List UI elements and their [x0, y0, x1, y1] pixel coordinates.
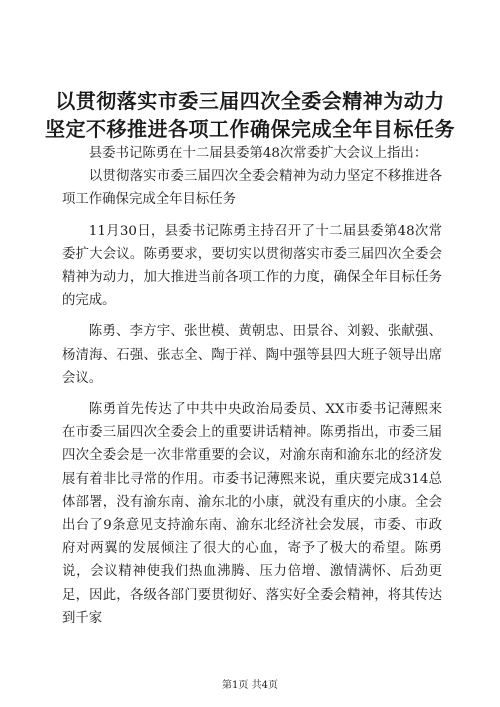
- document-title: [40, 87, 460, 143]
- document-body: [62, 142, 442, 630]
- paragraph-3: 11月30日，县委书记陈勇主持召开了十二届县委第48次常委扩大会议。陈勇要求，要切实以贯彻落实市委三届四次全委会精神为动力，加大推进当前各项工作的力度，确保全年目标任务的完成。: [62, 223, 442, 309]
- paragraph-5: 陈勇首先传达了中共中央政治局委员、XX市委书记薄熙来在市委三届四次全委会上的重要讲话精神。陈勇指出，市委三届四次全委会是一次非常重要的会议，对渝东南和渝东北的经济发展有着非比寻常的作用。市委书记薄熙来说，重庆要完成314总体部署，没有渝东南、渝东北的小康，就没有重庆的小康。全会出台了9条意见支持渝东南、渝东北经济社会发展，市委、市政府对两翼的发展倾注了很大的心血，寄予了极大的希望。陈勇说，会议精神使我们热血沸腾、压力倍增、激情满怀、后劲更足，因此，各级各部门要贯彻好、落实好全委会精神，将其传达到千家: [62, 402, 442, 626]
- title-line-2: 坚定不移推进各项工作确保完成全年目标任务: [45, 117, 455, 141]
- paragraph-1: 县委书记陈勇在十二届县委第48次常委扩大会议上指出：: [88, 146, 428, 161]
- title-line-1: 以贯彻落实市委三届四次全委会精神为动力: [55, 89, 445, 113]
- paragraph-4: 陈勇、李方宇、张世模、黄朝忠、田景谷、刘毅、张献强、杨清海、石强、张志全、陶于祥、陶中强等县四大班子领导出席会议。: [62, 324, 442, 386]
- paragraph-2: 以贯彻落实市委三届四次全委会精神为动力坚定不移推进各项工作确保完成全年目标任务: [62, 169, 442, 208]
- page-number-footer: 第1页 共4页: [222, 680, 278, 691]
